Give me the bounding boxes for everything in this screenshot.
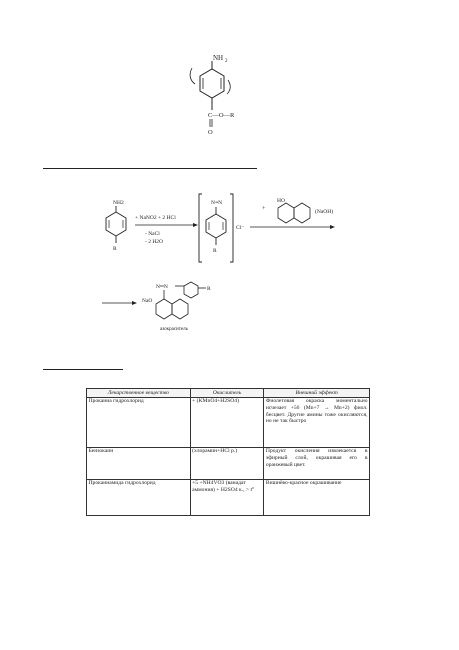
carbonyl-oxygen: O xyxy=(208,129,213,136)
naphthol-ho-label: HO xyxy=(277,198,285,204)
byproduct-nacl: - NaCl xyxy=(145,231,160,237)
section-heading-underline-2 xyxy=(43,369,123,370)
reagents-label: + NaNO2 + 2 HCl xyxy=(135,215,176,221)
section-heading-underline-1 xyxy=(43,168,257,169)
header-oxidizer: Окислитель xyxy=(190,389,264,398)
effect-cell: Вишнёво-красное окрашивание xyxy=(264,479,370,515)
substance-cell: Бензокаин xyxy=(87,447,191,479)
counter-ion-label: Cl⁻ xyxy=(236,225,245,231)
oxidation-reactions-table xyxy=(86,388,370,516)
oxidizer-cell: +5 +NH4VO3 (ванадат аммония) + H2SO4 к., > t° xyxy=(190,479,264,515)
diazotization-scheme xyxy=(90,190,360,350)
naoh-label: (NaOH) xyxy=(315,209,334,215)
substance-cell: Прокаинамида гидрохлорид xyxy=(87,479,191,515)
table-row xyxy=(87,397,370,447)
table-row xyxy=(87,479,370,515)
effect-cell: Продукт окисления извлекается в эфирный слой, окрашивая его в оранжевый цвет. xyxy=(264,447,370,479)
amine-subscript: 2 xyxy=(225,59,228,64)
header-effect: Внешний эффект xyxy=(264,389,370,398)
product-nao-label: NaO xyxy=(142,298,153,304)
amine-label: NH xyxy=(213,54,224,62)
plus-sign: + xyxy=(262,206,266,212)
oxidizer-cell: (хлорамин+HCl р.) xyxy=(190,447,264,479)
reactant-amine-label: NH2 xyxy=(113,200,124,206)
oxidizer-cell: + (KMnO4+H2SO4) xyxy=(190,397,264,447)
table-row xyxy=(87,447,370,479)
reactant-r-label: R xyxy=(113,246,117,252)
aminobenzoate-structure xyxy=(165,50,285,140)
header-substance: Лекарственное вещество xyxy=(87,389,191,398)
substance-cell: Прокаина гидрохлорид xyxy=(87,397,191,447)
ester-group: C—O—R xyxy=(208,112,235,119)
table-header-row xyxy=(87,389,370,398)
product-r-label: R xyxy=(207,286,211,292)
diazo-r-label: R xyxy=(213,248,217,254)
byproduct-water: - 2 H2O xyxy=(145,239,164,245)
diazo-group-label: N≡N xyxy=(211,200,223,206)
product-caption: азокраситель xyxy=(160,327,188,332)
effect-cell: Фиолетовая окраска моментально исчезает +56 (Mn+7 → Mn+2) фиол. бесцвет. Другие амины тоже окисляются, но не так быстро xyxy=(264,397,370,447)
product-azo-label: N═N xyxy=(156,284,168,290)
